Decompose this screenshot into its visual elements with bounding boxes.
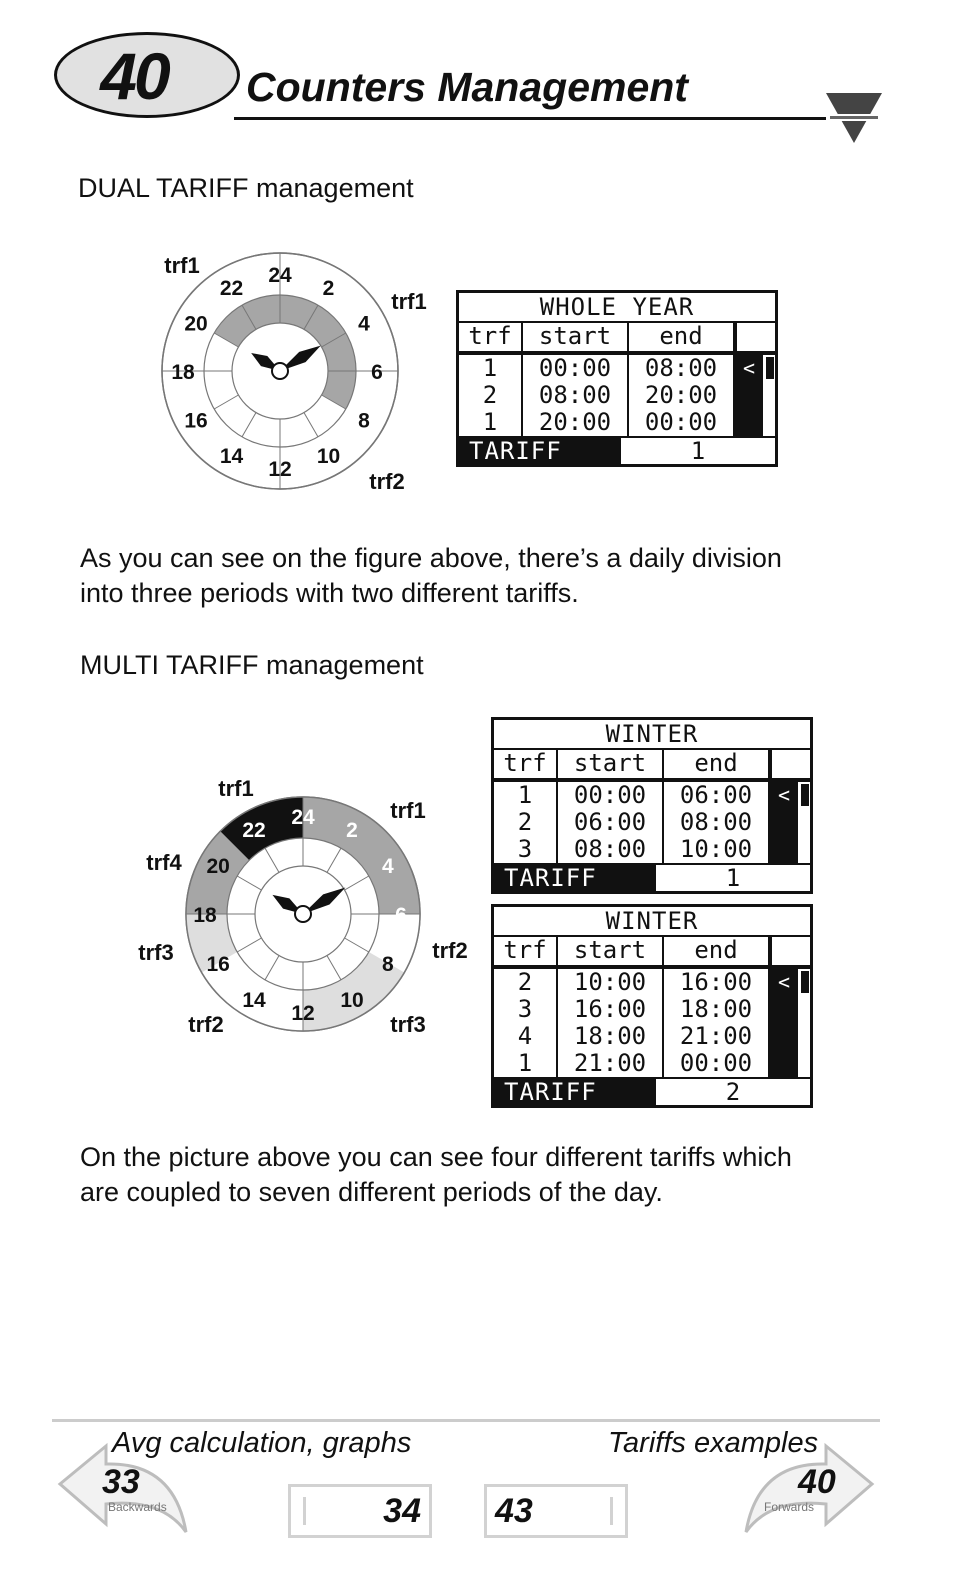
page-box-left-number[interactable]: 34	[383, 1492, 421, 1530]
table-title: WINTER	[494, 907, 810, 937]
back-page-number[interactable]: 33	[102, 1463, 140, 1501]
tariff-footer: TARIFF 2	[494, 1077, 810, 1105]
multi-tariff-clock-diagram	[128, 770, 478, 1045]
table-row: 1 00:00 06:00 <	[494, 782, 810, 809]
cursor-icon: <	[735, 355, 763, 382]
table-title: WINTER	[494, 720, 810, 750]
hour-label: 6	[395, 904, 407, 927]
chapter-number: 40	[100, 39, 168, 113]
brand-logo-icon	[826, 93, 882, 143]
hour-label: 10	[340, 988, 364, 1012]
table-row: 2 08:00 20:00	[459, 382, 775, 409]
tariff-label: trf1	[391, 289, 427, 314]
table-row: 1 00:00 08:00 <	[459, 355, 775, 382]
table-row: 3 08:00 10:00	[494, 836, 810, 863]
back-caption: Backwards	[108, 1500, 167, 1514]
paragraph-multi-line1: On the picture above you can see four different tariffs which	[80, 1142, 792, 1172]
tariff-label: trf2	[369, 469, 405, 494]
tariff-label: TARIFF	[459, 438, 619, 464]
dual-tariff-clock-diagram	[150, 245, 440, 505]
paragraph-dual-line2: into three periods with two different tariffs.	[80, 578, 579, 608]
hour-label: 4	[382, 855, 394, 878]
hour-label: 16	[184, 409, 208, 433]
tariff-label: trf3	[390, 1012, 426, 1037]
header-rule	[234, 117, 882, 120]
tariff-label: trf2	[432, 938, 468, 963]
winter-table-1	[491, 717, 813, 894]
forward-link-label[interactable]: Tariffs examples	[608, 1427, 819, 1459]
tariff-label: trf4	[146, 850, 182, 875]
hour-label: 6	[371, 361, 383, 384]
hour-label: 14	[242, 988, 266, 1012]
tariff-footer	[459, 436, 775, 464]
hour-label: 2	[322, 276, 335, 300]
cursor-icon: <	[770, 782, 798, 809]
tariff-label: trf1	[390, 798, 426, 823]
hour-label: 18	[193, 904, 217, 927]
tariff-value: 1	[619, 438, 775, 464]
column-header-start: start	[523, 323, 629, 351]
page-box-left[interactable]	[288, 1484, 432, 1538]
table-header-row	[459, 323, 775, 355]
tariff-label: trf1	[164, 253, 200, 278]
hour-label: 20	[184, 312, 208, 336]
hour-label: 4	[358, 312, 370, 336]
tariff-label: trf2	[188, 1012, 224, 1037]
back-link-label[interactable]: Avg calculation, graphs	[112, 1427, 412, 1459]
paragraph-dual-line1: As you can see on the figure above, there’s a daily division	[80, 543, 782, 573]
table-row: 1 20:00 00:00	[459, 409, 775, 436]
column-header-trf: trf	[459, 323, 523, 351]
tariff-label: trf1	[218, 776, 254, 801]
tariff-label: trf3	[138, 940, 174, 965]
whole-year-table	[456, 290, 778, 467]
hour-label: 12	[291, 1002, 315, 1025]
section-heading-dual: DUAL TARIFF management	[78, 173, 414, 203]
table-header-row: trf start end	[494, 937, 810, 969]
table-row: 3 16:00 18:00	[494, 996, 810, 1023]
table-title: WHOLE YEAR	[459, 293, 775, 323]
footer-rule	[52, 1419, 880, 1422]
scrollbar-thumb	[766, 357, 774, 379]
hour-label: 24	[268, 264, 292, 287]
scrollbar-thumb	[801, 971, 809, 993]
hour-label: 10	[316, 445, 341, 469]
hour-label: 18	[171, 361, 195, 384]
tariff-footer: TARIFF 1	[494, 863, 810, 891]
page-box-right[interactable]	[484, 1484, 628, 1538]
hour-label: 8	[382, 953, 394, 976]
cursor-icon: <	[770, 969, 798, 996]
table-row: 2 10:00 16:00 <	[494, 969, 810, 996]
column-header-end: end	[629, 323, 735, 351]
table-row: 4 18:00 21:00	[494, 1023, 810, 1050]
page-title: Counters Management	[246, 64, 688, 110]
forward-caption: Forwards	[764, 1500, 815, 1514]
forward-page-number[interactable]: 40	[798, 1463, 836, 1501]
hour-label: 2	[346, 819, 358, 843]
hour-label: 22	[242, 819, 266, 843]
hour-label: 14	[219, 445, 244, 469]
page-box-right-number[interactable]: 43	[495, 1492, 533, 1530]
scrollbar-thumb	[801, 784, 809, 806]
paragraph-multi-line2: are coupled to seven different periods of the day.	[80, 1177, 663, 1207]
section-heading-multi: MULTI TARIFF management	[80, 650, 424, 680]
hour-label: 8	[358, 409, 370, 433]
hour-label: 22	[219, 276, 244, 300]
winter-table-2	[491, 904, 813, 1108]
hour-label: 20	[206, 855, 230, 878]
table-row: 2 06:00 08:00	[494, 809, 810, 836]
hour-label: 16	[206, 953, 230, 976]
hour-label: 24	[291, 806, 315, 829]
table-row: 1 21:00 00:00	[494, 1050, 810, 1077]
hour-label: 12	[268, 458, 292, 481]
table-header-row: trf start end	[494, 750, 810, 782]
